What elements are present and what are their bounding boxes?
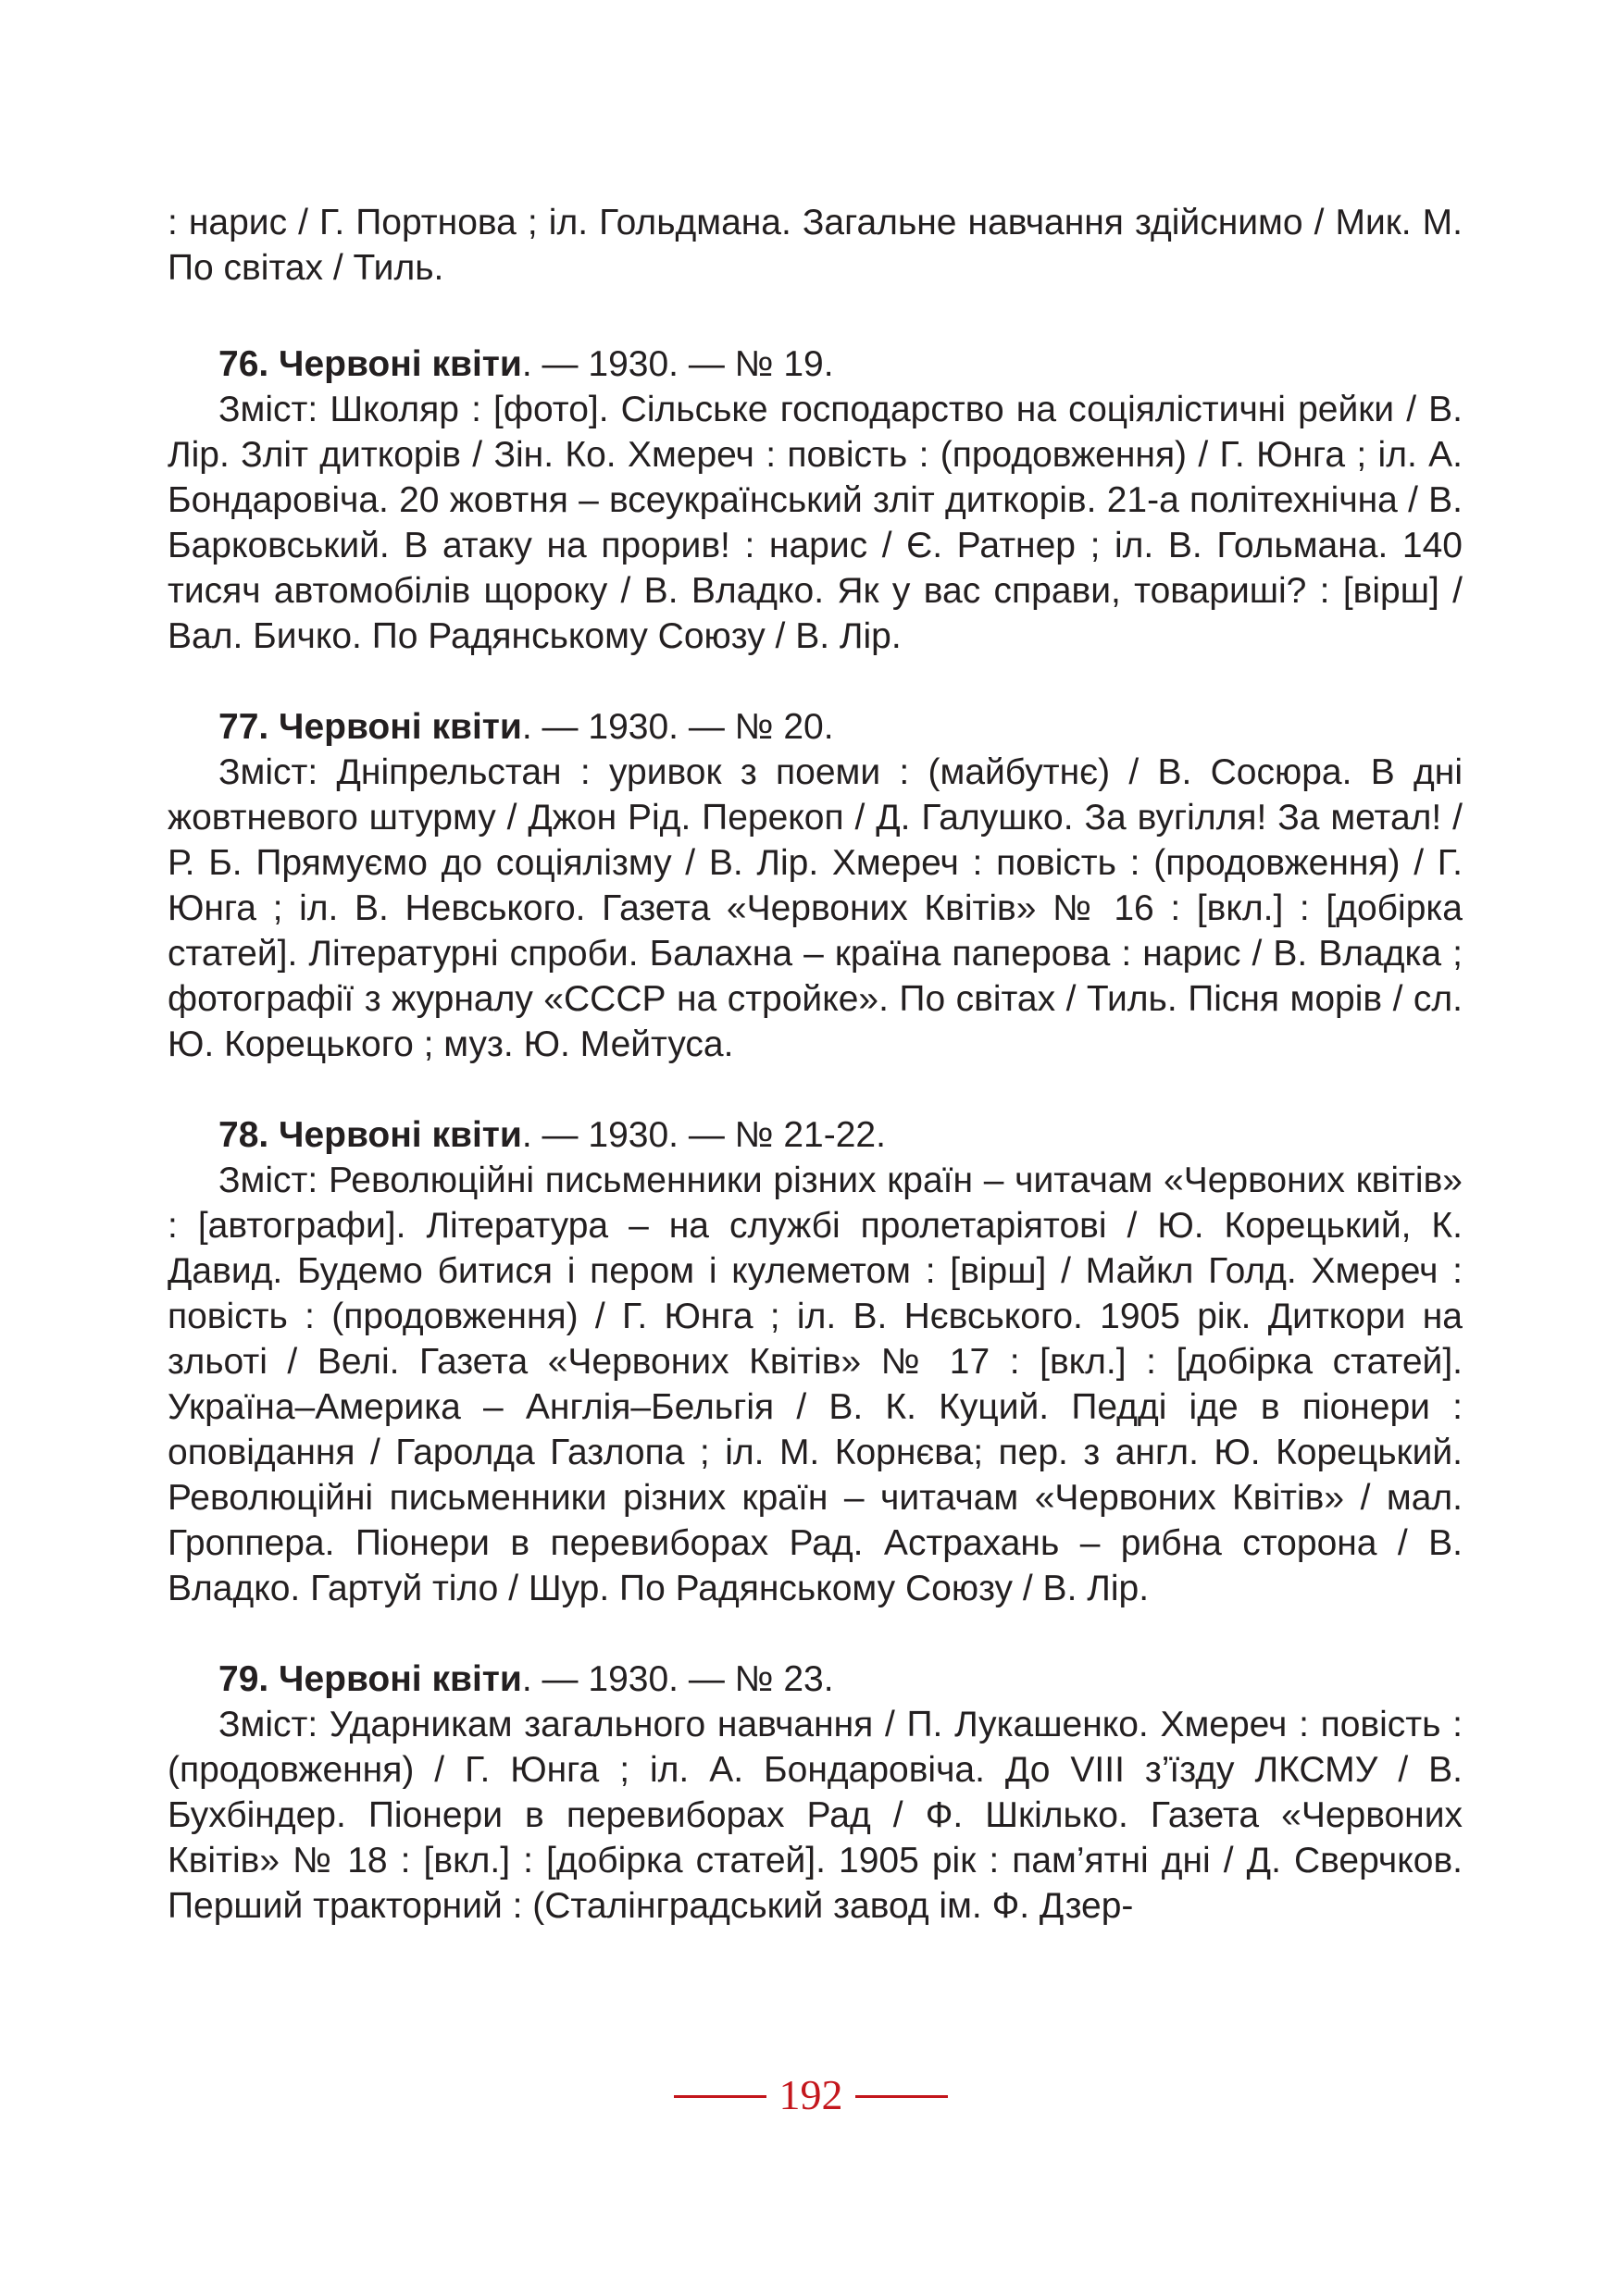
entry-meta: . — 1930. — № 21-22. (521, 1115, 886, 1155)
footer-rule-right (855, 2095, 948, 2098)
page-footer (0, 2066, 1619, 2121)
entry-heading (168, 1112, 1463, 1158)
entry-contents: Зміст: Дніпрельстан : уривок з поеми : (майбутнє) / В. Сосюра. В дні жовтневого штурму / Джон Рід. Перекоп / Д. Галушко. За вугілля! За метал! / Р. Б. Прямуємо до соціялізму / В. Лір. Хмереч : повість : (продовження) / Г. Юнга ; іл. В. Невського. Газета «Червоних Квітів» № 16 : [вкл.] : [добірка статей]. Літературні спроби. Балахна – країна паперова : нарис / В. Владка ; фотографії з журналу «СССР на стройке». По світах / Тиль. Пісня морів / сл. Ю. Корецького ; муз. Ю. Мейтуса. (168, 752, 1463, 1064)
footer-rule-left (674, 2095, 766, 2098)
bibliography-entries (168, 341, 1463, 1929)
entry-meta: . — 1930. — № 20. (521, 707, 834, 747)
entry-title: 76. Червоні квіти (218, 344, 522, 384)
bibliography-entry (168, 1112, 1463, 1611)
entry-heading (168, 704, 1463, 750)
continuation-paragraph (168, 200, 1463, 291)
entry-title: 78. Червоні квіти (218, 1115, 522, 1155)
bibliography-entry (168, 1657, 1463, 1929)
entry-title: 77. Червоні квіти (218, 707, 522, 747)
entry-contents: Зміст: Ударникам загального навчання / П. Лукашенко. Хмереч : повість : (продовження) / Г. Юнга ; іл. А. Бондаровіча. До VIII з’їзду ЛКСМУ / В. Бухбіндер. Піонери в перевиборах Рад / Ф. Шкілько. Газета «Червоних Квітів» № 18 : [вкл.] : [добірка статей]. 1905 рік : пам’ятні дні / Д. Сверчков. Перший тракторний : (Сталінградський завод ім. Ф. Дзер- (168, 1705, 1463, 1926)
entry-meta: . — 1930. — № 23. (521, 1659, 834, 1699)
entry-contents: Зміст: Революційні письменники різних країн – читачам «Червоних квітів» : [автографи]. Література – на службі пролетаріятові / Ю. Корецький, К. Давид. Будемо битися і пером і кулеметом : [вірш] / Майкл Голд. Хмереч : повість : (продовження) / Г. Юнга ; іл. В. Нєвського. 1905 рік. Диткори на зльоті / Велі. Газета «Червоних Квітів» № 17 : [вкл.] : [добірка статей]. Україна–Америка – Англія–Бельгія / В. К. Куций. Педді іде в піонери : оповідання / Гаролда Газлопа ; іл. М. Корнєва; пер. з англ. Ю. Корецький. Революційні письменники різних країн – читачам «Червоних Квітів» / мал. Гроппера. Піонери в перевиборах Рад. Астрахань – рибна сторона / В. Владко. Гартуй тіло / Шур. По Радянському Союзу / В. Лір. (168, 1160, 1463, 1608)
entry-contents: Зміст: Школяр : [фото]. Сільське господарство на соціялістичні рейки / В. Лір. Зліт диткорів / Зін. Ко. Хмереч : повість : (продовження) / Г. Юнга ; іл. А. Бондаровіча. 20 жовтня – всеукраїнський зліт диткорів. 21-а політехнічна / В. Барковський. В атаку на прорив! : нарис / Є. Ратнер ; іл. В. Гольмана. 140 тисяч автомобілів щороку / В. Владко. Як у вас справи, товариші? : [вірш] / Вал. Бичко. По Радянському Союзу / В. Лір. (168, 390, 1463, 656)
continuation-text: : нарис / Г. Портнова ; іл. Гольдмана. Загальне навчання здійснимо / Мик. М. По світах / Тиль. (168, 203, 1463, 288)
page-number: 192 (778, 2071, 843, 2118)
entry-title: 79. Червоні квіти (218, 1659, 522, 1699)
bibliography-entry (168, 704, 1463, 1067)
entry-heading (168, 1657, 1463, 1702)
entry-meta: . — 1930. — № 19. (521, 344, 834, 384)
entry-heading (168, 341, 1463, 387)
bibliography-entry (168, 341, 1463, 659)
